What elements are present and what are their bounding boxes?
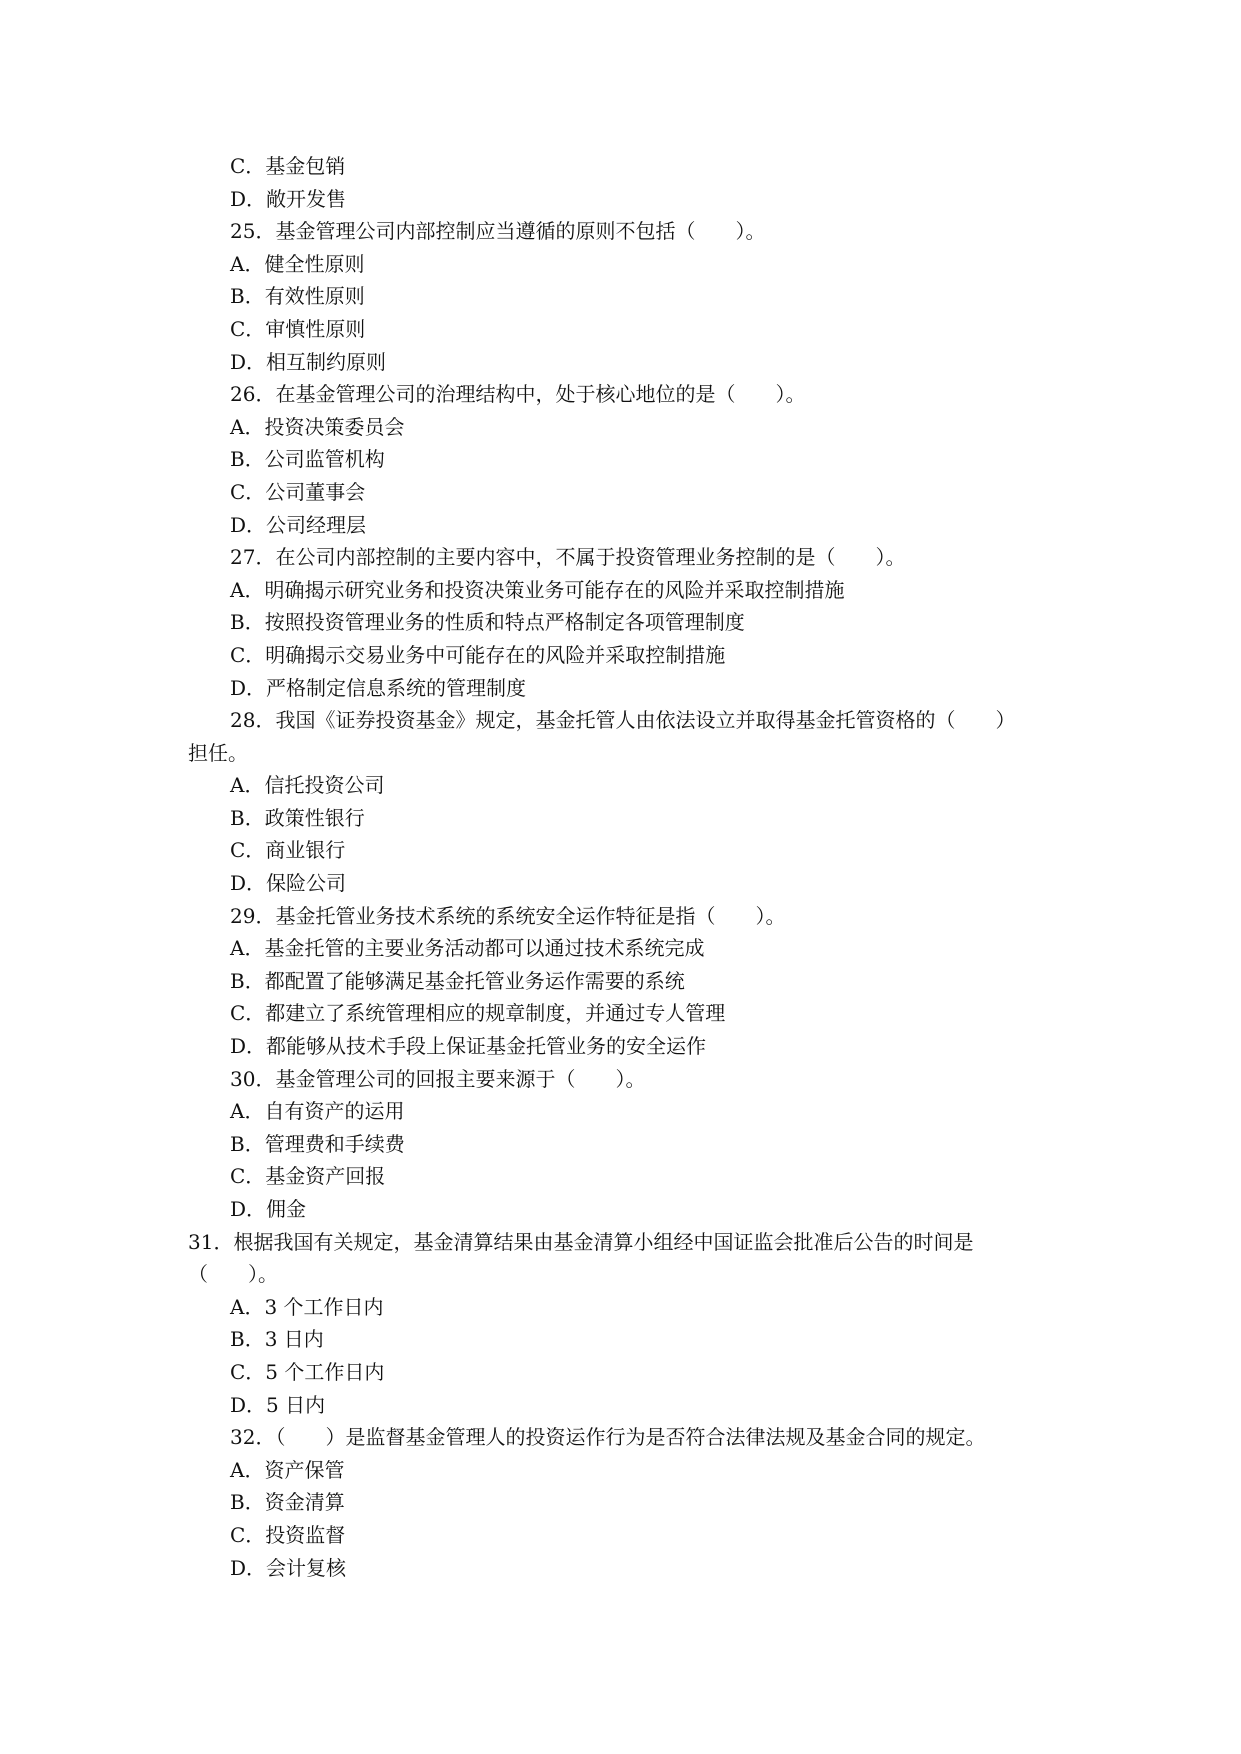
question-line: 27．在公司内部控制的主要内容中，不属于投资管理业务控制的是（ ）。 bbox=[230, 545, 906, 570]
option-line: A．明确揭示研究业务和投资决策业务可能存在的风险并采取控制措施 bbox=[230, 577, 845, 602]
option-line: C．都建立了系统管理相应的规章制度，并通过专人管理 bbox=[230, 1001, 726, 1026]
option-line: C．公司董事会 bbox=[230, 479, 366, 504]
question-line: 31．根据我国有关规定，基金清算结果由基金清算小组经中国证监会批准后公告的时间是 bbox=[188, 1229, 974, 1254]
question-continuation-line: （ ）。 bbox=[188, 1262, 278, 1287]
option-line: A．基金托管的主要业务活动都可以通过技术系统完成 bbox=[230, 936, 705, 961]
option-line: D．公司经理层 bbox=[230, 512, 367, 537]
option-line: B．公司监管机构 bbox=[230, 447, 385, 472]
question-line: 25．基金管理公司内部控制应当遵循的原则不包括（ ）。 bbox=[230, 219, 766, 244]
question-line: 30．基金管理公司的回报主要来源于（ ）。 bbox=[230, 1066, 646, 1091]
option-line: B．资金清算 bbox=[230, 1490, 345, 1515]
option-line: C．明确揭示交易业务中可能存在的风险并采取控制措施 bbox=[230, 642, 726, 667]
question-line: 28．我国《证券投资基金》规定，基金托管人由依法设立并取得基金托管资格的（ ） bbox=[230, 708, 1016, 733]
option-line: D．5 日内 bbox=[230, 1392, 326, 1417]
option-line: C．商业银行 bbox=[230, 838, 346, 863]
question-list bbox=[188, 150, 1058, 1584]
option-line: C．投资监督 bbox=[230, 1522, 346, 1547]
option-line: A．信托投资公司 bbox=[230, 773, 385, 798]
question-continuation-line: 担任。 bbox=[188, 740, 248, 765]
option-line: B．都配置了能够满足基金托管业务运作需要的系统 bbox=[230, 968, 685, 993]
option-line: A．健全性原则 bbox=[230, 251, 365, 276]
option-line: A．3 个工作日内 bbox=[230, 1294, 384, 1319]
option-line: D．相互制约原则 bbox=[230, 349, 387, 374]
option-line: A．自有资产的运用 bbox=[230, 1099, 405, 1124]
option-line: B．按照投资管理业务的性质和特点严格制定各项管理制度 bbox=[230, 610, 745, 635]
option-line: A．投资决策委员会 bbox=[230, 414, 405, 439]
option-line: B．政策性银行 bbox=[230, 805, 365, 830]
option-line: A．资产保管 bbox=[230, 1457, 345, 1482]
option-line: B．3 日内 bbox=[230, 1327, 324, 1352]
option-line: D．严格制定信息系统的管理制度 bbox=[230, 675, 527, 700]
question-line: 32．（ ）是监督基金管理人的投资运作行为是否符合法律法规及基金合同的规定。 bbox=[230, 1425, 986, 1450]
option-line: D．都能够从技术手段上保证基金托管业务的安全运作 bbox=[230, 1034, 707, 1059]
option-line: D．会计复核 bbox=[230, 1555, 347, 1580]
option-line: B．管理费和手续费 bbox=[230, 1131, 405, 1156]
option-line: D．敞开发售 bbox=[230, 186, 347, 211]
option-line: C．基金包销 bbox=[230, 154, 346, 178]
option-line: D．佣金 bbox=[230, 1197, 307, 1221]
question-line: 26．在基金管理公司的治理结构中，处于核心地位的是（ ）。 bbox=[230, 382, 806, 407]
option-line: C．审慎性原则 bbox=[230, 316, 366, 341]
option-line: D．保险公司 bbox=[230, 871, 347, 896]
option-line: C．基金资产回报 bbox=[230, 1164, 386, 1189]
option-line: B．有效性原则 bbox=[230, 284, 365, 309]
option-line: C．5 个工作日内 bbox=[230, 1359, 385, 1384]
question-line: 29．基金托管业务技术系统的系统安全运作特征是指（ ）。 bbox=[230, 903, 786, 928]
